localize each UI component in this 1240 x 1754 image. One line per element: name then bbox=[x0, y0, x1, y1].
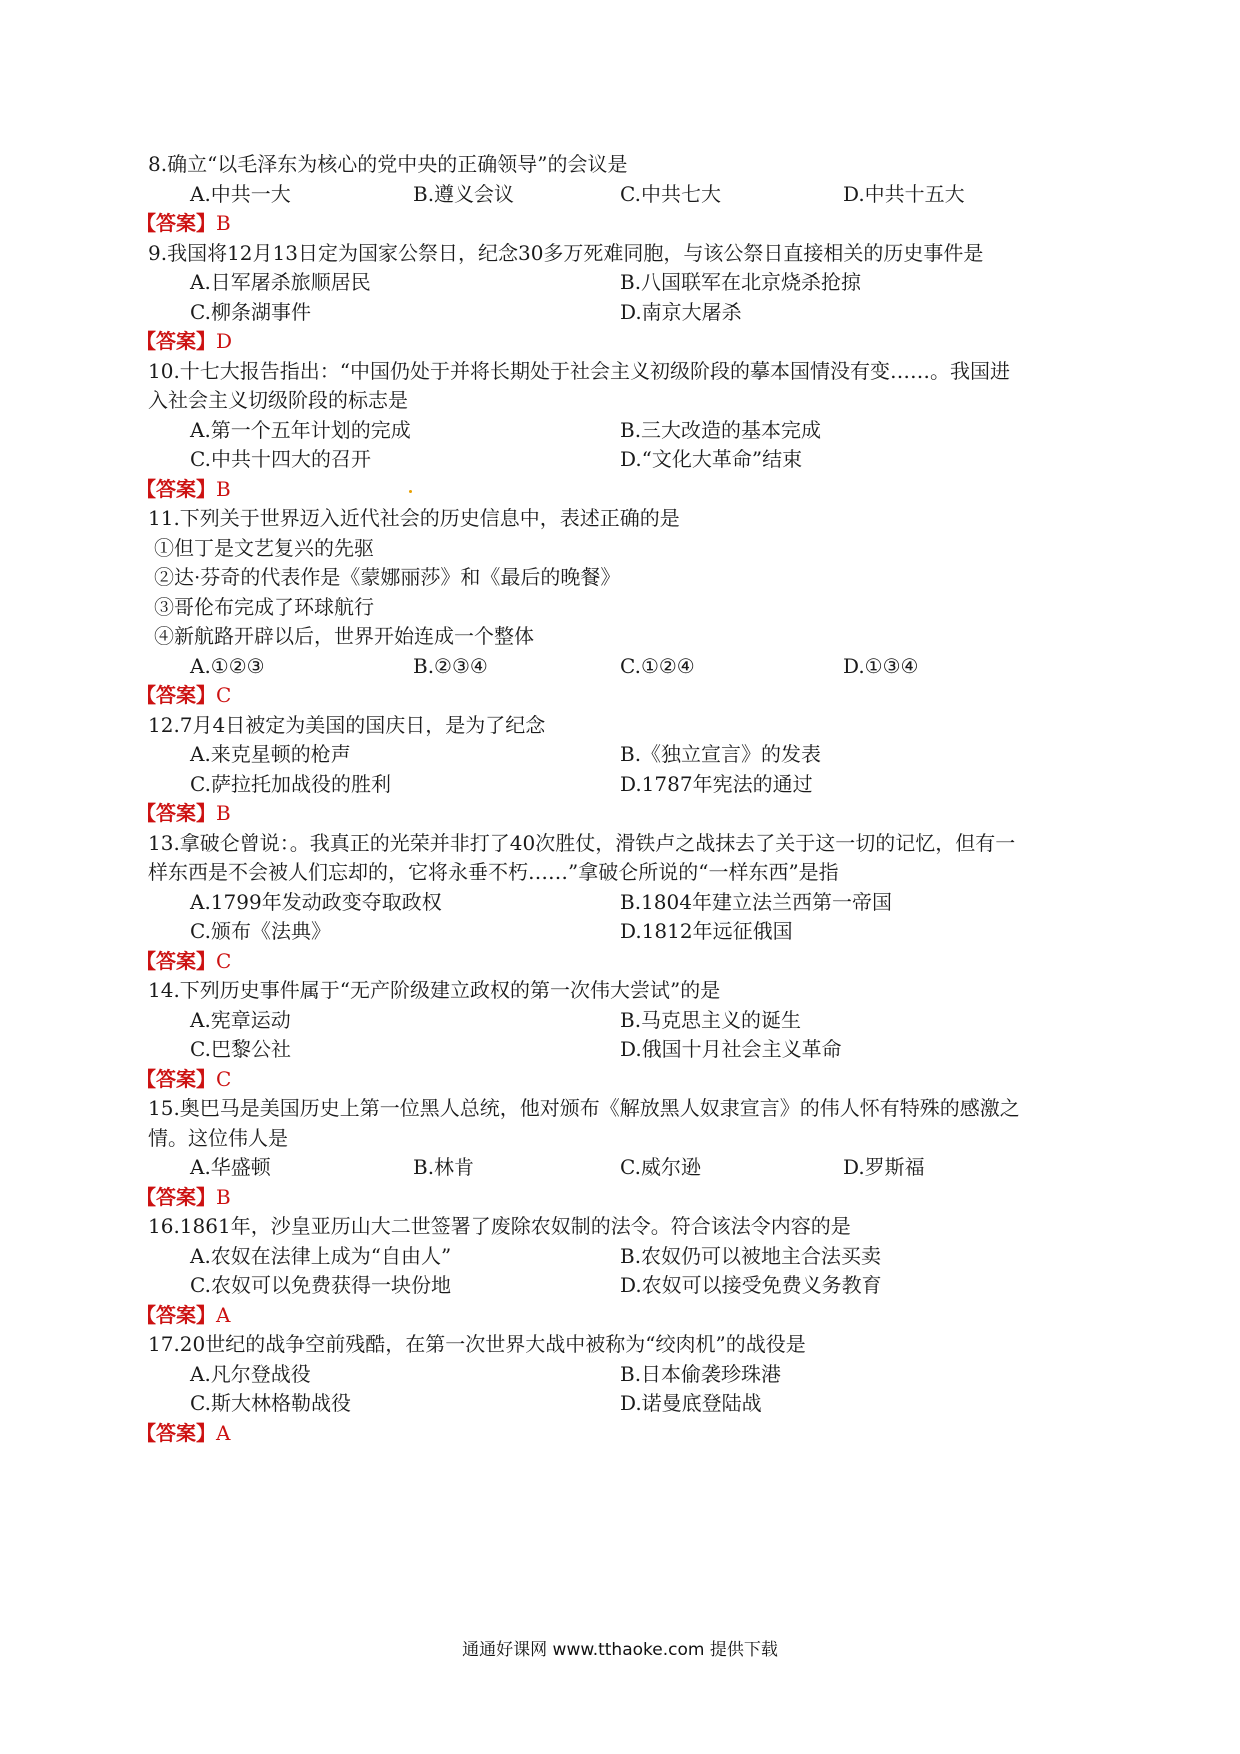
answer bbox=[136, 207, 231, 239]
question-stem bbox=[0, 1092, 1240, 1124]
answer-label: 【答案】 bbox=[136, 211, 216, 235]
question-stem bbox=[0, 355, 1240, 387]
option-d: D.罗斯福 bbox=[843, 1155, 925, 1179]
answer-label: 【答案】 bbox=[136, 1184, 216, 1209]
option-c: C.颁布《法典》 bbox=[190, 919, 331, 943]
question-stem-text: 9.我国将12月13日定为国家公祭日，纪念30多万死难同胞，与该公祭日直接相关的历史事件是 bbox=[148, 240, 984, 265]
answer bbox=[136, 945, 231, 977]
option-d: D.南京大屠杀 bbox=[620, 299, 742, 324]
question-stem bbox=[0, 709, 1240, 741]
answer bbox=[136, 797, 231, 829]
options-row bbox=[0, 650, 1240, 682]
option-a: A.农奴在法律上成为“自由人” bbox=[190, 1243, 452, 1268]
options-row bbox=[0, 1240, 1240, 1272]
question-stem bbox=[0, 974, 1240, 1006]
option-b: B.林肯 bbox=[413, 1155, 475, 1179]
answer-line bbox=[0, 797, 1240, 829]
option-a: A.①②③ bbox=[190, 653, 265, 678]
options-row bbox=[0, 414, 1240, 446]
options-row bbox=[0, 768, 1240, 800]
option-b: B.遵义会议 bbox=[413, 181, 515, 206]
answer-label: 【答案】 bbox=[136, 1302, 216, 1327]
options-row bbox=[0, 886, 1240, 918]
statement-item-text: ④新航路开辟以后，世界开始连成一个整体 bbox=[154, 624, 534, 648]
option-d: D.1787年宪法的通过 bbox=[620, 771, 813, 796]
answer-letter: C bbox=[216, 1066, 232, 1091]
answer-label: 【答案】 bbox=[136, 1420, 216, 1445]
question-stem bbox=[0, 384, 1240, 416]
answer-line bbox=[0, 473, 1240, 505]
answer-label: 【答案】 bbox=[136, 476, 216, 501]
options-row bbox=[0, 738, 1240, 770]
options-row bbox=[0, 178, 1240, 210]
question-stem bbox=[0, 148, 1240, 180]
question-stem-text: 12.7月4日被定为美国的国庆日，是为了纪念 bbox=[148, 712, 546, 737]
option-a: A.华盛顿 bbox=[190, 1155, 271, 1179]
question-stem-text: 8.确立“以毛泽东为核心的党中央的正确领导”的会议是 bbox=[148, 152, 628, 176]
answer-label: 【答案】 bbox=[136, 1066, 216, 1091]
option-a: A.凡尔登战役 bbox=[190, 1361, 311, 1386]
question-stem bbox=[0, 856, 1240, 888]
option-a: A.1799年发动政变夺取政权 bbox=[190, 889, 442, 914]
answer-letter: A bbox=[216, 1420, 231, 1445]
answer-letter: A bbox=[216, 1302, 231, 1327]
answer bbox=[136, 1299, 230, 1331]
statement-item-text: ②达·芬奇的代表作是《蒙娜丽莎》和《最后的晚餐》 bbox=[154, 565, 621, 589]
answer bbox=[136, 473, 231, 505]
statement-item bbox=[0, 591, 1240, 623]
question-stem bbox=[0, 1122, 1240, 1154]
option-b: B.1804年建立法兰西第一帝国 bbox=[620, 889, 892, 914]
option-d: D.①③④ bbox=[843, 653, 919, 678]
answer bbox=[136, 1417, 230, 1449]
options-row bbox=[0, 1269, 1240, 1301]
question-stem bbox=[0, 1210, 1240, 1242]
option-c: C.中共十四大的召开 bbox=[190, 447, 371, 471]
option-a: A.日军屠杀旅顺居民 bbox=[190, 270, 371, 294]
statement-item-text: ①但丁是文艺复兴的先驱 bbox=[154, 535, 374, 560]
option-c: C.斯大林格勒战役 bbox=[190, 1391, 351, 1415]
answer-line bbox=[0, 207, 1240, 239]
answer-letter: B bbox=[216, 801, 231, 825]
answer bbox=[136, 1181, 231, 1213]
answer-line bbox=[0, 679, 1240, 711]
answer-label: 【答案】 bbox=[136, 329, 216, 353]
answer-label: 【答案】 bbox=[136, 948, 216, 973]
option-d: D.诺曼底登陆战 bbox=[620, 1391, 762, 1415]
answer-letter: C bbox=[216, 948, 232, 973]
option-c: C.威尔逊 bbox=[620, 1155, 701, 1179]
options-row bbox=[0, 915, 1240, 947]
option-d: D.1812年远征俄国 bbox=[620, 919, 793, 943]
options-row bbox=[0, 443, 1240, 475]
question-stem-text: 15.奥巴马是美国历史上第一位黑人总统，他对颁布《解放黑人奴隶宣言》的伟人怀有特殊的感激之 bbox=[148, 1096, 1020, 1120]
option-b: B.马克思主义的诞生 bbox=[620, 1007, 802, 1032]
answer bbox=[136, 325, 232, 357]
option-a: A.宪章运动 bbox=[190, 1007, 291, 1032]
answer-letter: D bbox=[216, 329, 233, 353]
option-b: B.八国联军在北京烧杀抢掠 bbox=[620, 270, 862, 294]
options-row bbox=[0, 1004, 1240, 1036]
answer-line bbox=[0, 945, 1240, 977]
question-stem-text: 17.20世纪的战争空前残酷，在第一次世界大战中被称为“绞肉机”的战役是 bbox=[148, 1332, 806, 1356]
answer-label: 【答案】 bbox=[136, 683, 216, 707]
question-stem-text: 14.下列历史事件属于“无产阶级建立政权的第一次伟大尝试”的是 bbox=[148, 978, 721, 1002]
answer-letter: B bbox=[216, 476, 231, 501]
question-stem-text: 10.十七大报告指出：“中国仍处于并将长期处于社会主义初级阶段的摹本国情没有变……。我国进 bbox=[148, 358, 1011, 383]
answer bbox=[136, 1063, 231, 1095]
options-row bbox=[0, 1387, 1240, 1419]
answer-line bbox=[0, 1181, 1240, 1213]
stray-mark bbox=[409, 490, 412, 493]
option-c: C.柳条湖事件 bbox=[190, 299, 311, 324]
question-stem-text: 16.1861年，沙皇亚历山大二世签署了废除农奴制的法令。符合该法令内容的是 bbox=[148, 1214, 851, 1238]
option-c: C.萨拉托加战役的胜利 bbox=[190, 771, 391, 796]
answer-letter: C bbox=[216, 683, 232, 707]
options-row bbox=[0, 296, 1240, 328]
question-stem-text: 样东西是不会被人们忘却的，它将永垂不朽……”拿破仑所说的“一样东西”是指 bbox=[148, 860, 839, 884]
question-stem-text: 13.拿破仑曾说：。我真正的光荣并非打了40次胜仗，滑铁卢之战抹去了关于这一切的记忆，但有一 bbox=[148, 830, 1016, 855]
question-stem-text: 情。这位伟人是 bbox=[148, 1125, 288, 1150]
option-c: C.中共七大 bbox=[620, 181, 721, 206]
answer-label: 【答案】 bbox=[136, 801, 216, 825]
question-stem-text: 11.下列关于世界迈入近代社会的历史信息中，表述正确的是 bbox=[148, 506, 680, 530]
option-a: A.来克星顿的枪声 bbox=[190, 742, 351, 766]
options-row bbox=[0, 266, 1240, 298]
answer-letter: B bbox=[216, 211, 231, 235]
page-footer: 通通好课网 www.tthaoke.com 提供下载 bbox=[462, 1640, 778, 1660]
answer-line bbox=[0, 1417, 1240, 1449]
option-a: A.第一个五年计划的完成 bbox=[190, 417, 411, 442]
options-row bbox=[0, 1151, 1240, 1183]
option-c: C.①②④ bbox=[620, 653, 695, 678]
option-b: B.日本偷袭珍珠港 bbox=[620, 1361, 782, 1386]
option-d: D.俄国十月社会主义革命 bbox=[620, 1037, 842, 1061]
options-row bbox=[0, 1033, 1240, 1065]
option-b: B.农奴仍可以被地主合法买卖 bbox=[620, 1243, 882, 1268]
answer-letter: B bbox=[216, 1184, 231, 1209]
question-stem bbox=[0, 502, 1240, 534]
question-stem bbox=[0, 1328, 1240, 1360]
statement-item bbox=[0, 561, 1240, 593]
option-b: B.②③④ bbox=[413, 653, 488, 678]
statement-item bbox=[0, 620, 1240, 652]
option-d: D.农奴可以接受免费义务教育 bbox=[620, 1273, 882, 1297]
answer bbox=[136, 679, 231, 711]
statement-item-text: ③哥伦布完成了环球航行 bbox=[154, 594, 374, 619]
option-c: C.农奴可以免费获得一块份地 bbox=[190, 1273, 451, 1297]
answer-line bbox=[0, 325, 1240, 357]
question-stem bbox=[0, 237, 1240, 269]
option-c: C.巴黎公社 bbox=[190, 1037, 291, 1061]
answer-line bbox=[0, 1063, 1240, 1095]
option-b: B.《独立宣言》的发表 bbox=[620, 742, 822, 766]
option-d: D.中共十五大 bbox=[843, 181, 965, 206]
option-a: A.中共一大 bbox=[190, 181, 291, 206]
question-stem-text: 入社会主义切级阶段的标志是 bbox=[148, 388, 408, 412]
statement-item bbox=[0, 532, 1240, 564]
question-stem bbox=[0, 827, 1240, 859]
answer-line bbox=[0, 1299, 1240, 1331]
options-row bbox=[0, 1358, 1240, 1390]
option-b: B.三大改造的基本完成 bbox=[620, 417, 822, 442]
option-d: D.“文化大革命”结束 bbox=[620, 447, 803, 471]
